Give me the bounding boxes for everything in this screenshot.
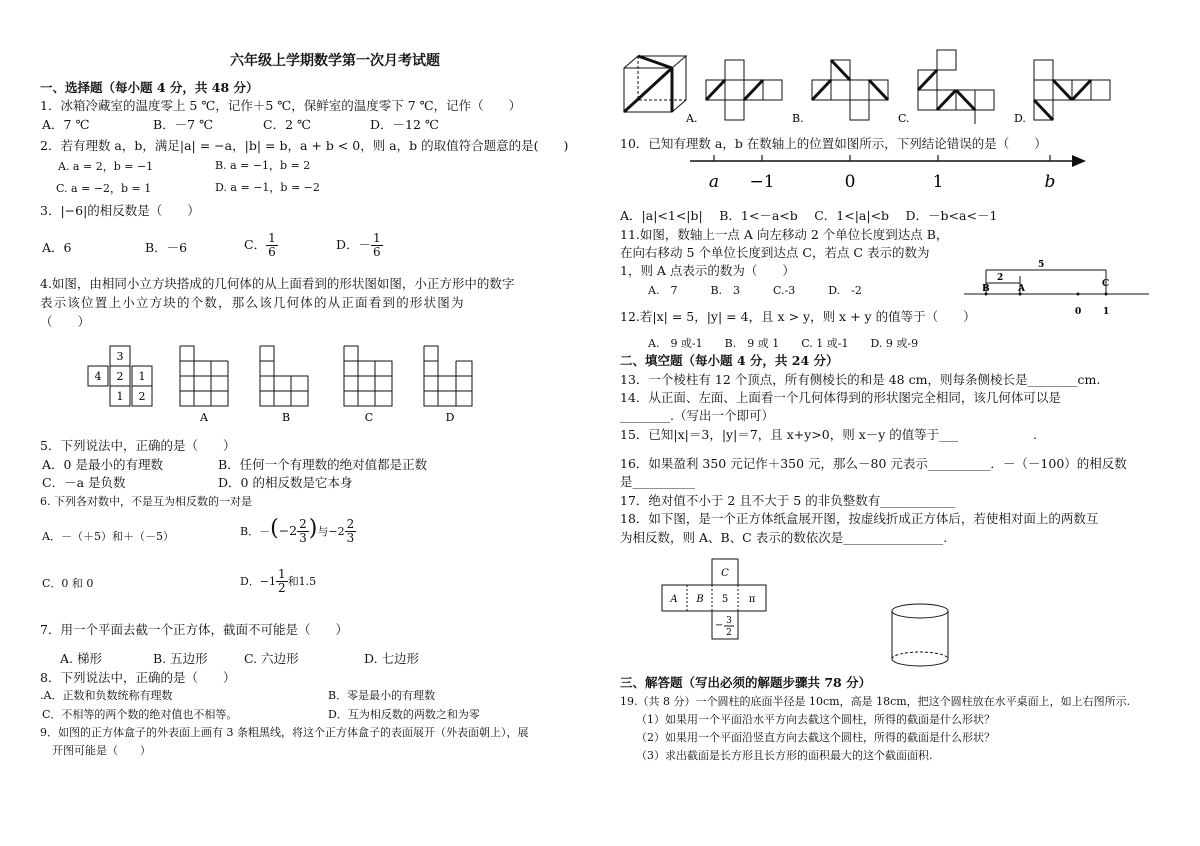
q9-label-c: C. [898,112,910,125]
q3-option-d: D．－ $\frac{1}{6}$ [336,231,381,259]
net-cell-den: 2 [726,628,732,638]
grid-cell: 4 [94,370,102,383]
q11-line-3: 1，则 A 点表示的数为（ ） [620,263,795,278]
q5-option-a: A．0 是最小的有理数 [42,457,163,472]
q4-stem-2: 表示该位置上小立方块的个数，那么该几何体的从正面看到的形状图为 [40,295,465,310]
grid-cell: 2 [138,390,146,403]
cylinder-figure [890,602,954,670]
q11-line-2: 在向右移动 5 个单位长度到达点 C，若点 C 表示的数为 [620,245,930,260]
grid-cell: 1 [116,390,124,403]
section-1-heading: 一、选择题（每小题 4 分，共 48 分） [40,80,259,95]
q9-figures [620,48,1120,124]
q8-option-b: B．零是最小的有理数 [328,689,436,702]
axis-label: 0 [844,172,856,192]
q10-number-line [690,150,1090,194]
q9-label-b: B. [792,112,804,125]
q10-options: A．|a|<1<|b| B．1<－a<b C．1<|a|<b D．－b<a<－1 [620,208,998,223]
q7-option-d: D. 七边形 [364,651,420,666]
q15: 15．已知|x|＝3，|y|＝7，且 x+y>0，则 x－y 的值等于___ . [620,427,1038,442]
q4-top-view-grid [88,346,158,408]
net-cell-pi: π [748,594,756,605]
fig-label: 5 [1038,260,1045,270]
q4-label-c: C [364,411,374,424]
q6-option-d: D．−1 $\frac{1}{2}$ 和1.5 [240,567,317,595]
q19-part-3: （3）求出截面是长方形且长方形的面积最大的这个截面面积. [636,749,933,762]
net-cell-five: 5 [721,594,729,605]
q5-option-d: D．0 的相反数是它本身 [218,475,353,490]
q3-option-a: A．6 [42,240,72,255]
q7-stem: 7．用一个平面去截一个正方体，截面不可能是（ ） [40,622,348,637]
fig-label: 2 [997,273,1004,283]
grid-cell: 3 [116,350,124,363]
q5-option-b: B．任何一个有理数的绝对值都是正数 [218,457,428,472]
section-3-heading: 三、解答题（写出必须的解题步骤共 78 分） [620,675,872,690]
axis-label: 1 [932,172,944,192]
page-title: 六年级上学期数学第一次月考试题 [230,53,440,69]
q2-option-d: D. a = −1，b = −2 [215,181,320,194]
q17: 17．绝对值不小于 2 且不大于 5 的非负整数有____________ [620,493,956,508]
q1-option-c: C．2 ℃ [263,117,311,132]
q2-option-b: B. a = −1，b = 2 [215,159,311,172]
q18-line-1: 18．如下图，是一个正方体纸盒展开图，按虚线折成正方体后，若使相对面上的两数互 [620,511,1099,526]
net-cell-a: A [670,594,678,605]
q19-stem: 19.（共 8 分）一个圆柱的底面半径是 10cm，高是 18cm，把这个圆柱放在水平桌面上，如上右图所示. [620,695,1131,708]
q3-stem: 3．|−6|的相反数是（ ） [40,203,200,218]
net-cell-b: B [696,594,704,605]
q6-option-c: C．0 和 0 [42,577,94,590]
q6-stem: 6. 下列各对数中，不是互为相反数的一对是 [40,495,252,508]
fig-label: A [1018,284,1025,294]
q9-stem-1: 9．如图的正方体盒子的外表面上画有 3 条粗黑线，将这个正方体盒子的表面展开（外表面朝上），展 [40,726,529,739]
grid-cell: 2 [116,370,124,383]
grid-cell: 1 [138,370,146,383]
q1-stem: 1．冰箱冷藏室的温度零上 5 ℃，记作＋5 ℃，保鲜室的温度零下 7 ℃，记作（ ） [40,98,522,113]
q3-option-b: B．－6 [145,240,188,255]
q7-option-c: C. 六边形 [244,651,299,666]
q9-stem-2: 开图可能是（ ） [52,744,151,757]
q1-option-a: A．7 ℃ [42,117,90,132]
net-cell-num: 3 [726,616,732,626]
fig-label: B [982,284,990,294]
q8-option-d: D．互为相反数的两数之和为零 [328,708,480,721]
q1-option-d: D．－12 ℃ [370,117,439,132]
q9-label-a: A. [686,112,698,125]
fig-label: 0 [1075,307,1082,317]
q12-options: A. 9 或-1 B. 9 或 1 C. 1 或-1 D. 9 或-9 [648,337,919,350]
q3-option-c: C． $\frac{1}{6}$ [244,231,276,259]
q5-option-c: C．－a 是负数 [42,475,126,490]
q10-stem: 10．已知有理数 a，b 在数轴上的位置如图所示，下列结论错误的是（ ） [620,136,1047,151]
q4-label-a: A [200,411,208,424]
net-cell-minus: − [714,620,724,631]
axis-label: b [1044,172,1056,192]
q6-option-b: B．－(−2 $\frac{2}{3}$ )与−2 $\frac{2}{3}$ [240,516,355,545]
q11-line-1: 11.如图，数轴上一点 A 向左移动 2 个单位长度到达点 B， [620,227,949,242]
net-cell-c: C [721,568,729,579]
q2-option-c: C. a = −2，b = 1 [56,182,152,195]
q11-options: A. 7 B. 3 C.-3 D. -2 [648,284,862,297]
q16-line-1: 16．如果盈利 350 元记作＋350 元，那么－80 元表示__________．－（－100）的相反数 [620,456,1127,471]
q12-stem: 12.若|x| = 5，|y| = 4，且 x > y，则 x + y 的值等于（ ） [620,309,976,324]
q4-stem-3: （ ） [40,314,91,329]
axis-label: −1 [749,172,775,192]
q8-stem: 8．下列说法中，正确的是（ ） [40,670,236,685]
q6-option-a: A．－（＋5）和＋（－5） [42,530,174,543]
fig-label: C [1102,279,1110,289]
q14-line-2: ________.（写出一个即可） [620,408,774,423]
q11-number-line-figure [964,256,1154,318]
axis-label: a [708,172,720,192]
q19-part-2: （2）如果用一个平面沿竖直方向去截这个圆柱，所得的截面是什么形状？ [636,731,995,744]
q2-stem: 2．若有理数 a，b，满足|a| = −a，|b| = b，a + b < 0，则 a，b 的取值符合题意的是( ) [40,138,569,153]
q4-label-d: D [445,411,455,424]
q4-label-b: B [281,411,291,424]
q14-line-1: 14．从正面、左面、上面看一个几何体得到的形状图完全相同，该几何体可以是 [620,390,1061,405]
q5-stem: 5．下列说法中，正确的是（ ） [40,438,236,453]
q13: 13．一个棱柱有 12 个顶点，所有侧棱长的和是 48 cm，则每条侧棱长是________cm. [620,372,1101,387]
q9-label-d: D. [1014,112,1026,125]
q2-option-a: A. a = 2，b = −1 [58,160,154,173]
q8-option-a: .A．正数和负数统称有理数 [40,689,173,702]
q4-stem-1: 4.如图，由相同小立方块搭成的几何体的从上面看到的形状图如图，小正方形中的数字 [40,276,515,291]
q7-option-a: A. 梯形 [60,651,102,666]
section-2-heading: 二、填空题（每小题 4 分，共 24 分） [620,353,839,368]
q18-line-2: 为相反数，则 A、B、C 表示的数依次是________________. [620,530,948,545]
q18-cube-net [660,557,772,643]
q8-option-c: C．不相等的两个数的绝对值也不相等。 [42,708,238,721]
q16-line-2: 是__________ [620,474,696,489]
q19-part-1: （1）如果用一个平面沿水平方向去截这个圆柱，所得的截面是什么形状？ [636,713,995,726]
fig-label: 1 [1103,307,1110,317]
q7-option-b: B. 五边形 [153,651,208,666]
q1-option-b: B．－7 ℃ [153,117,214,132]
q4-option-figures [178,344,488,426]
